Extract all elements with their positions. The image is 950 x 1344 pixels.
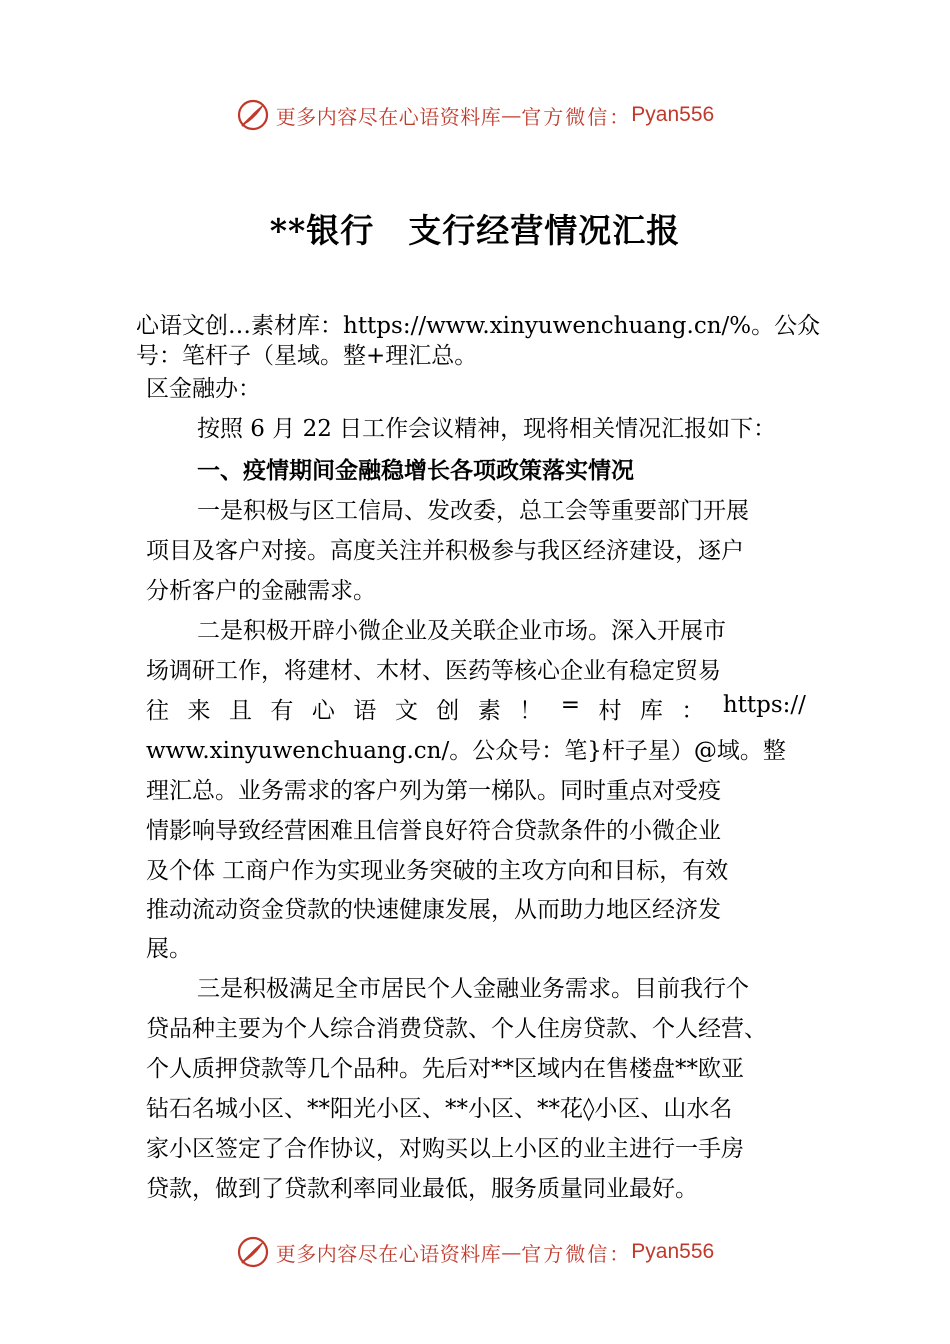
section-heading: 一、疫情期间金融稳增长各项政策落实情况 bbox=[197, 458, 634, 484]
body-line: 家小区签定了合作协议，对购买以上小区的业主进行一手房 bbox=[146, 1136, 744, 1162]
spread-char: ！ bbox=[519, 698, 543, 724]
spread-char: 库 bbox=[639, 698, 663, 724]
spread-char: 心 bbox=[311, 698, 335, 724]
watermark-wechat-id: Pyan556 bbox=[631, 103, 715, 126]
watermark-separator: — bbox=[501, 1240, 522, 1264]
spread-char: 有 bbox=[270, 698, 294, 724]
spread-char: 文 bbox=[394, 698, 418, 724]
body-line: 情影响导致经营困难且信誉良好符合贷款条件的小微企业 bbox=[146, 818, 721, 844]
spread-char: 创 bbox=[436, 698, 460, 724]
body-line: 号：笔杆子（星域。整+理汇总。 bbox=[136, 343, 478, 369]
body-line: 钻石名城小区、**阳光小区、**小区、**花◊小区、山水名 bbox=[146, 1096, 733, 1122]
watermark-separator: — bbox=[501, 103, 522, 127]
body-line: 及个体 工商户作为实现业务突破的主攻方向和目标，有效 bbox=[146, 858, 729, 884]
body-line: 区金融办： bbox=[146, 376, 261, 402]
feather-logo-icon bbox=[236, 98, 270, 132]
title-branch-report: 支行经营情况汇报 bbox=[408, 211, 681, 250]
body-line: 理汇总。业务需求的客户列为第一梯队。同时重点对受疫 bbox=[146, 778, 721, 804]
spread-char: 往 bbox=[146, 698, 169, 724]
body-line: www.xinyuwenchuang.cn/。公众号：笔}杆子星）@域。整 bbox=[146, 738, 786, 764]
watermark-label: 官方微信： bbox=[521, 1241, 632, 1266]
body-line: 三是积极满足全市居民个人金融业务需求。目前我行个 bbox=[197, 976, 749, 1002]
body-line: 二是积极开辟小微企业及关联企业市场。深入开展市 bbox=[197, 618, 726, 644]
body-line-spread bbox=[146, 692, 806, 725]
body-line: 一是积极与区工信局、发改委，总工会等重要部门开展 bbox=[197, 498, 749, 524]
body-line: 按照 6 月 22 日工作会议精神，现将相关情况汇报如下： bbox=[197, 416, 777, 442]
spread-char: 语 bbox=[353, 698, 377, 724]
title-bank: **银行 bbox=[269, 211, 375, 250]
body-line: 心语文创…素材库：https://www.xinyuwenchuang.cn/%。公众 bbox=[136, 313, 821, 339]
spread-char: = bbox=[560, 692, 580, 718]
body-line: 展。 bbox=[146, 936, 192, 962]
watermark-banner-bottom bbox=[0, 1232, 950, 1272]
feather-logo-icon bbox=[236, 1235, 270, 1269]
document-title bbox=[0, 205, 950, 252]
body-line: 分析客户的金融需求。 bbox=[146, 578, 376, 604]
body-line: 推动流动资金贷款的快速健康发展，从而助力地区经济发 bbox=[146, 897, 721, 923]
spread-char: https:// bbox=[722, 692, 806, 718]
watermark-label: 官方微信： bbox=[521, 104, 632, 129]
watermark-text: 更多内容尽在心语资料库 bbox=[275, 1241, 502, 1266]
watermark-wechat-id: Pyan556 bbox=[631, 1240, 715, 1263]
body-line: 场调研工作，将建材、木材、医药等核心企业有稳定贸易 bbox=[146, 658, 721, 684]
watermark-banner-top bbox=[0, 95, 950, 135]
body-line: 贷款，做到了贷款利率同业最低，服务质量同业最好。 bbox=[146, 1176, 698, 1202]
spread-char: ： bbox=[681, 698, 705, 724]
body-line: 贷品种主要为个人综合消费贷款、个人住房贷款、个人经营、 bbox=[146, 1016, 767, 1042]
spread-char: 来 bbox=[187, 698, 211, 724]
spread-char: 且 bbox=[228, 698, 252, 724]
spread-char: 素 bbox=[477, 698, 501, 724]
body-line: 项目及客户对接。高度关注并积极参与我区经济建设，逐户 bbox=[146, 538, 744, 564]
body-line: 个人质押贷款等几个品种。先后对**区域内在售楼盘**欧亚 bbox=[146, 1056, 744, 1082]
watermark-text: 更多内容尽在心语资料库 bbox=[275, 104, 502, 129]
spread-char: 村 bbox=[598, 698, 622, 724]
